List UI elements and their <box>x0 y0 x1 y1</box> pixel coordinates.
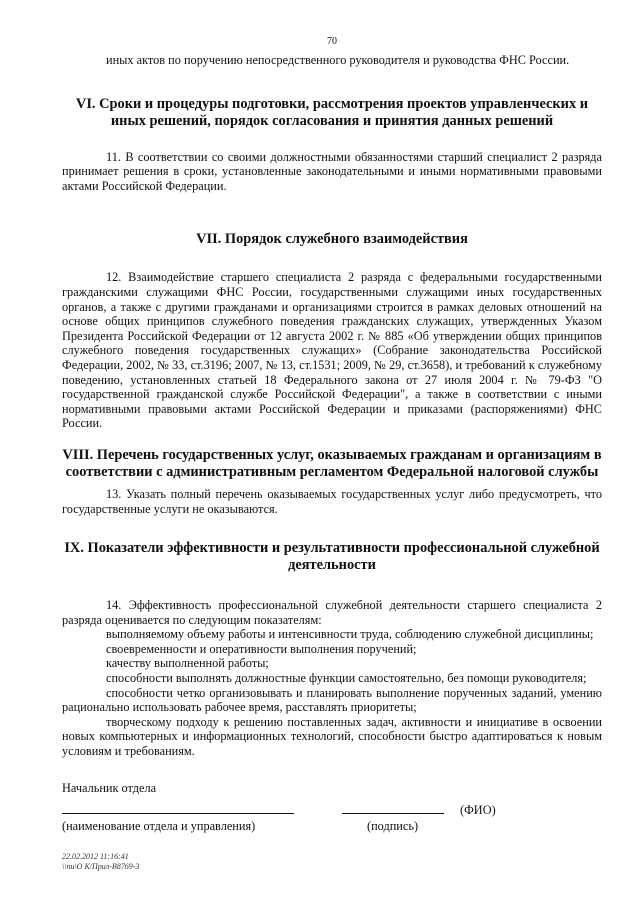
indicator-item: выполняемому объему работы и интенсивности труда, соблюдению служебной дисциплины; <box>106 627 594 642</box>
indicator-item: своевременности и оперативности выполнения поручений; <box>106 641 417 656</box>
page-number: 70 <box>327 36 337 47</box>
signatory-role: Начальник отдела <box>62 780 157 795</box>
paragraph-14: 14. Эффективность профессиональной служебной деятельности старшего специалиста 2 разряда оценивается по следующим показателям: <box>62 598 602 627</box>
paragraph-12: 12. Взаимодействие старшего специалиста 2 разряда с федеральными государственными гражданскими служащими ФНС России, государственными служащими иных государственных органов, а также с другими гражданами и организациями строится в рамках деловых отношений на основе общих принципов служебного поведения гражданских служащих, утвержденных Указом Президента Российской Федерации от 12 августа 2002 г. № 885 «Об утверждении общих принципов служебного поведения государственных служащих» (Собрание законодательства Российской Федерации, 2002, № 33, ст.3196; 2007, № 13, ст.1531; 2009, № 29, ст.3658), и требований к служебному поведению, установленных статьей 18 Федерального закона от 27 июля 2004 г. № 79-ФЗ "О государственной гражданской службе Российской Федерации", а также в соответствии с иными нормативными правовыми актами Российской Федерации и приказами (распоряжениями) ФНС России. <box>62 270 602 431</box>
indicator-item: способности четко организовывать и планировать выполнение порученных заданий, умению рационально использовать рабочее время, расставлять приоритеты; <box>62 685 602 715</box>
intro-line: иных актов по поручению непосредственного руководителя и руководства ФНС России. <box>106 53 570 67</box>
paragraph-13: 13. Указать полный перечень оказываемых государственных услуг либо предусмотреть, что государственные услуги не оказываются. <box>62 486 602 516</box>
signature-row <box>62 805 602 837</box>
section-6-title: VI. Сроки и процедуры подготовки, рассмотрения проектов управленческих и иных решений, порядок согласования и принятия данных решений <box>75 95 589 129</box>
indicator-item: качеству выполненной работы; <box>106 656 269 671</box>
paragraph-11: 11. В соответствии со своими должностными обязанностями старший специалист 2 разряда принимает решения в сроки, установленные законодательными и иными нормативными правовыми актами Российской Федерации. <box>62 149 602 193</box>
signature-block <box>62 781 602 838</box>
footer-timestamp: 22.02.2012 11:16:41 <box>62 852 129 861</box>
fio-caption: (ФИО) <box>460 803 496 818</box>
indicator-item: творческому подходу к решению поставленных задач, активности и инициативе в освоении новых компьютерных и информационных технологий, способности быстро адаптироваться к новым условиям и требованиям. <box>62 714 602 759</box>
department-caption: (наименование отдела и управления) <box>62 819 256 834</box>
section-8-title: VIII. Перечень государственных услуг, оказываемых гражданам и организациям в соответствии с административным регламентом Федеральной налоговой службы <box>62 446 602 480</box>
section-9-title: IX. Показатели эффективности и результативности профессиональной служебной деятельности <box>64 540 600 574</box>
signature-caption: (подпись) <box>367 819 419 834</box>
indicator-item: способности выполнять должностные функции самостоятельно, без помощи руководителя; <box>106 671 587 686</box>
section-7-title: VII. Порядок служебного взаимодействия <box>196 231 468 248</box>
footer-file-path: \\nu\О К/Прил-В8769-3 <box>62 862 140 871</box>
document-footer <box>62 852 139 872</box>
department-line <box>62 813 294 814</box>
signature-line <box>342 813 444 814</box>
